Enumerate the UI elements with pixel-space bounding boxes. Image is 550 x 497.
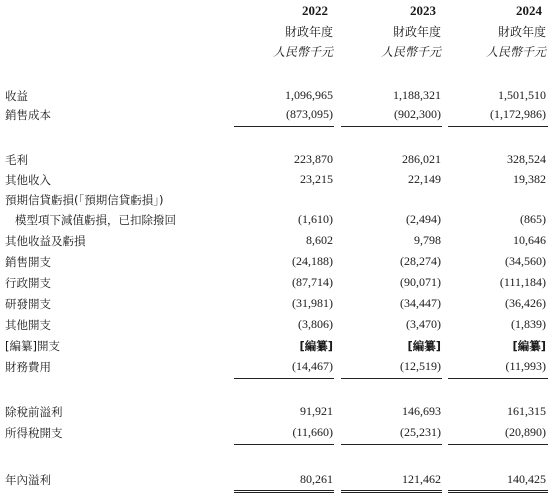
value-2022: 8,602 [306, 233, 333, 247]
row-label: 財務費用 [5, 360, 51, 374]
value-2023: (2,494) [406, 212, 441, 226]
table-row [0, 275, 550, 294]
row-label: 年內溢利 [5, 473, 51, 487]
value-2023: (90,071) [400, 275, 441, 289]
value-2023: (25,231) [400, 425, 441, 439]
year-header-2023: 2023 [410, 3, 436, 18]
row-label: 模型項下減值虧損，已扣除撥回 [15, 213, 176, 227]
table-row [0, 296, 550, 315]
value-2024: 140,425 [507, 472, 546, 486]
value-2022: (14,467) [292, 359, 333, 373]
row-label: 其他收入 [5, 173, 51, 187]
unit-label-2024: 人民幣千元 [485, 45, 546, 59]
table-row [0, 254, 550, 273]
value-2022: 1,096,965 [285, 88, 333, 102]
subtotal-rule [341, 378, 442, 379]
row-label: 銷售成本 [5, 108, 51, 122]
value-2024: 19,382 [513, 172, 546, 186]
unit-label-2022: 人民幣千元 [272, 45, 333, 59]
table-row [0, 359, 550, 378]
value-2024: (1,172,986) [490, 107, 546, 121]
subtotal-rule [234, 126, 334, 127]
value-2022: 91,921 [300, 404, 333, 418]
table-row [0, 472, 550, 491]
value-2022: (31,981) [292, 296, 333, 310]
row-label: 所得稅開支 [5, 426, 63, 440]
value-2023: 121,462 [402, 472, 441, 486]
fiscal-year-label-2022: 財政年度 [284, 25, 333, 39]
value-2022: (873,095) [286, 107, 333, 121]
value-2024: (865) [520, 212, 546, 226]
value-2023: 146,693 [402, 404, 441, 418]
row-label: 行政開支 [5, 276, 51, 290]
table-row [0, 107, 550, 126]
subtotal-rule [234, 444, 334, 445]
value-2022: (24,188) [292, 254, 333, 268]
value-2023: (3,470) [406, 317, 441, 331]
value-2023: 1,188,321 [393, 88, 441, 102]
table-row [0, 192, 550, 211]
value-2023: (12,519) [400, 359, 441, 373]
row-label: 毛利 [5, 153, 28, 167]
value-2024: (1,839) [511, 317, 546, 331]
row-label: 預期信貸虧損(「預期信貸虧損」) [5, 193, 164, 207]
year-header-2022: 2022 [302, 3, 328, 18]
value-2024: 1,501,510 [498, 88, 546, 102]
value-2022: (1,610) [298, 212, 333, 226]
row-label: 收益 [5, 89, 28, 103]
row-label: 其他開支 [5, 318, 51, 332]
total-double-rule [341, 490, 442, 493]
value-2023: (34,447) [400, 296, 441, 310]
value-2024: 161,315 [507, 404, 546, 418]
value-2024: (34,560) [505, 254, 546, 268]
value-2023: [編纂] [407, 339, 441, 353]
table-row [0, 172, 550, 191]
value-2024: (36,426) [505, 296, 546, 310]
value-2022: 80,261 [300, 472, 333, 486]
table-row [0, 317, 550, 336]
value-2024: [編纂] [512, 339, 546, 353]
subtotal-rule [448, 126, 548, 127]
value-2022: (11,660) [292, 425, 333, 439]
subtotal-rule [448, 444, 548, 445]
row-label: 其他收益及虧損 [5, 234, 86, 248]
table-row [0, 404, 550, 423]
fiscal-year-label-2024: 財政年度 [497, 25, 546, 39]
value-2023: 286,021 [402, 152, 441, 166]
value-2022: [編纂] [299, 339, 333, 353]
value-2024: 10,646 [513, 233, 546, 247]
value-2022: 23,215 [300, 172, 333, 186]
value-2023: 9,798 [414, 233, 441, 247]
value-2024: (20,890) [505, 425, 546, 439]
value-2022: 223,870 [294, 152, 333, 166]
table-row [0, 338, 550, 357]
subtotal-rule [341, 126, 442, 127]
table-row [0, 212, 550, 231]
value-2023: (28,274) [400, 254, 441, 268]
year-header-2024: 2024 [516, 3, 542, 18]
value-2023: 22,149 [408, 172, 441, 186]
row-label: 除稅前溢利 [5, 405, 63, 419]
value-2024: (111,184) [499, 275, 546, 289]
subtotal-rule [448, 378, 548, 379]
row-label: [編纂]開支 [5, 339, 60, 353]
unit-label-2023: 人民幣千元 [380, 45, 441, 59]
row-label: 銷售開支 [5, 255, 51, 269]
table-row [0, 152, 550, 171]
table-row [0, 88, 550, 107]
subtotal-rule [234, 378, 334, 379]
row-label: 研發開支 [5, 297, 51, 311]
value-2023: (902,300) [394, 107, 441, 121]
fiscal-year-label-2023: 財政年度 [392, 25, 441, 39]
value-2024: (11,993) [505, 359, 546, 373]
total-double-rule [448, 490, 548, 493]
subtotal-rule [341, 444, 442, 445]
table-row [0, 425, 550, 444]
value-2022: (3,806) [298, 317, 333, 331]
table-row [0, 233, 550, 252]
value-2022: (87,714) [292, 275, 333, 289]
total-double-rule [234, 490, 334, 493]
value-2024: 328,524 [507, 152, 546, 166]
